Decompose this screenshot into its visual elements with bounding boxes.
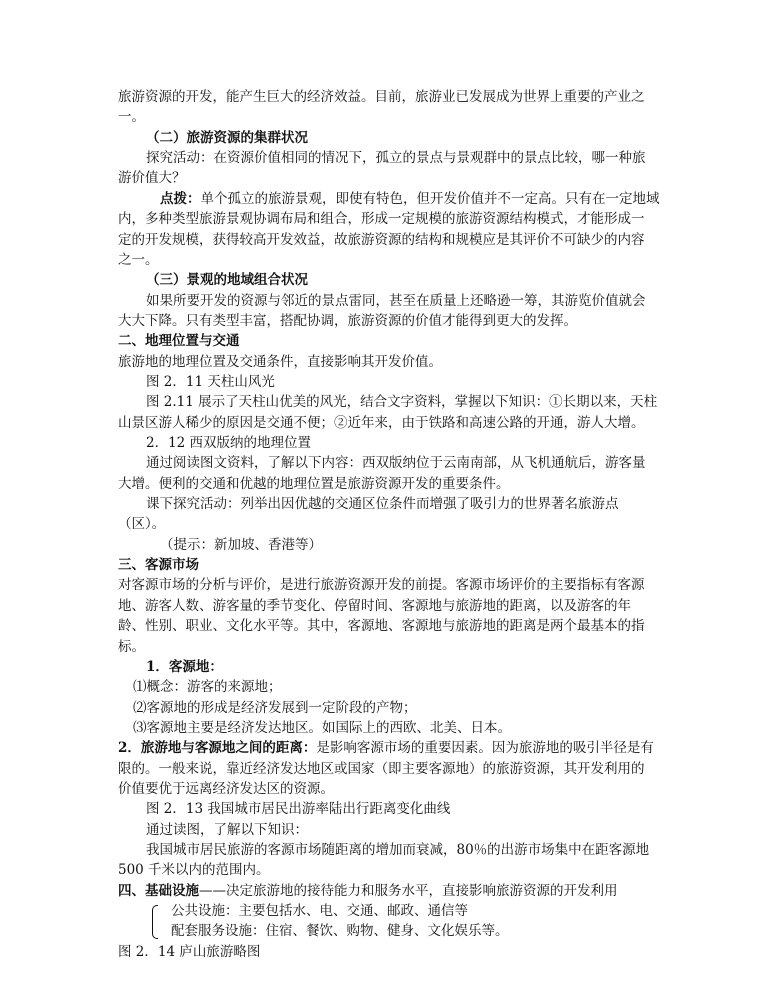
- paragraph-line: 大大下降。只有类型丰富，搭配协调，旅游资源的价值才能得到更大的发挥。: [118, 312, 577, 329]
- paragraph-line: 龄、性别、职业、文化水平等。其中，客源地、客源地与旅游地的距离是两个最基本的指: [118, 618, 645, 635]
- paragraph-line: 地、游客人数、游客量的季节变化、停留时间、客源地与旅游地的距离，以及游客的年: [118, 597, 631, 614]
- hint-label: 点拨：: [160, 190, 201, 207]
- figure-caption: 图 2．11 天柱山风光: [146, 373, 275, 390]
- paragraph-line: 课下探究活动：列举出因优越的交通区位条件而增强了吸引力的世界著名旅游点: [146, 496, 619, 512]
- figure-caption: 图 2．14 庐山旅游略图: [118, 943, 261, 960]
- list-item: 公共设施：主要包括水、电、交通、邮政、通信等: [171, 903, 468, 919]
- paragraph-line: （区）。: [118, 516, 166, 533]
- paragraph-line: 通过阅读图文资料，了解以下内容：西双版纳位于云南南部，从飞机通航后，游客量: [146, 455, 646, 472]
- list-item: ⑶客源地主要是经济发达地区。如国际上的西欧、北美、日本。: [133, 719, 511, 736]
- paragraph-line: 500 千米以内的范围内。: [118, 862, 270, 879]
- figure-caption: 图 2．13 我国城市居民出游率陆出行距离变化曲线: [146, 801, 451, 818]
- list-item: ⑴概念：游客的来源地；: [133, 679, 282, 696]
- item-heading: 1．客源地：: [146, 658, 223, 675]
- section-heading: 三、客源市场: [118, 557, 199, 573]
- paragraph-line: 一。: [118, 109, 145, 126]
- paragraph-line: 内，多种类型旅游景观协调布局和组合，形成一定规模的旅游资源结构模式，才能形成一: [118, 211, 645, 228]
- hint-line: （提示：新加坡、香港等）: [160, 536, 322, 553]
- paragraph-line: [160, 188, 660, 210]
- paragraph-line: 定的开发规模，获得较高开发效益，故旅游资源的结构和规模应是其评价不可缺少的内容: [118, 231, 645, 248]
- paragraph-line: 之一。: [118, 251, 159, 268]
- subsection-heading: （三）景观的地域组合状况: [146, 272, 308, 289]
- paragraph-line: 探究活动：在资源价值相同的情况下，孤立的景点与景观群中的景点比较，哪一种旅: [146, 150, 646, 167]
- paragraph-line: 价值要优于远离经济发达区的资源。: [118, 780, 334, 797]
- subsection-heading: （二）旅游资源的集群状况: [146, 129, 308, 146]
- paragraph-line: 旅游资源的开发，能产生巨大的经济效益。目前，旅游业已发展成为世界上重要的产业之: [118, 89, 645, 105]
- paragraph-line: 对客源市场的分析与评价，是进行旅游资源开发的前提。客源市场评价的主要指标有客源: [118, 577, 645, 594]
- list-item: 配套服务设施：住宿、餐饮、购物、健身、文化娱乐等。: [171, 923, 509, 940]
- paragraph-line: 如果所要开发的资源与邻近的景点雷同，甚至在质量上还略逊一筹，其游览价值就会: [146, 292, 646, 309]
- grouping-brace: [152, 905, 158, 939]
- paragraph-line: 山景区游人稀少的原因是交通不便；②近年来，由于铁路和高速公路的开通，游人大增。: [118, 414, 645, 431]
- paragraph-line: 图 2.11 展示了天柱山优美的风光，结合文字资料，掌握以下知识：①长期以来，天柱: [146, 394, 658, 411]
- paragraph-text: 是影响客源市场的重要因素。因为旅游地的吸引半径是有: [316, 740, 654, 757]
- paragraph-line: 旅游地的地理位置及交通条件，直接影响其开发价值。: [118, 353, 442, 370]
- paragraph-line: 游价值大？: [118, 170, 186, 187]
- paragraph-line: 我国城市居民旅游的客源市场随距离的增加而衰减，80％的出游市场集中在距客源地: [146, 842, 650, 858]
- section-heading: 四、基础设施: [118, 882, 199, 899]
- paragraph-line: 大增。便利的交通和优越的地理位置是旅游资源开发的重要条件。: [118, 475, 510, 492]
- paragraph-text: ——决定旅游地的接待能力和服务水平，直接影响旅游资源的开发利用: [199, 882, 618, 899]
- figure-caption: 2．12 西双版纳的地理位置: [146, 435, 312, 451]
- paragraph-text: 单个孤立的旅游景观，即使有特色，但开发价值并不一定高。只有在一定地域: [200, 190, 660, 207]
- paragraph-line: 限的。一般来说，靠近经济发达地区或国家（即主要客源地）的旅游资源，其开发利用的: [118, 760, 645, 777]
- section-heading: 二、地理位置与交通: [118, 333, 240, 350]
- item-heading: 2．旅游地与客源地之间的距离：: [118, 740, 317, 757]
- list-item: ⑵客源地的形成是经济发展到一定阶段的产物；: [133, 699, 417, 716]
- paragraph-line: 通过读图，了解以下知识：: [146, 821, 308, 838]
- paragraph-line: 标。: [118, 638, 145, 655]
- paragraph-line: [118, 737, 654, 759]
- paragraph-line: [118, 880, 618, 902]
